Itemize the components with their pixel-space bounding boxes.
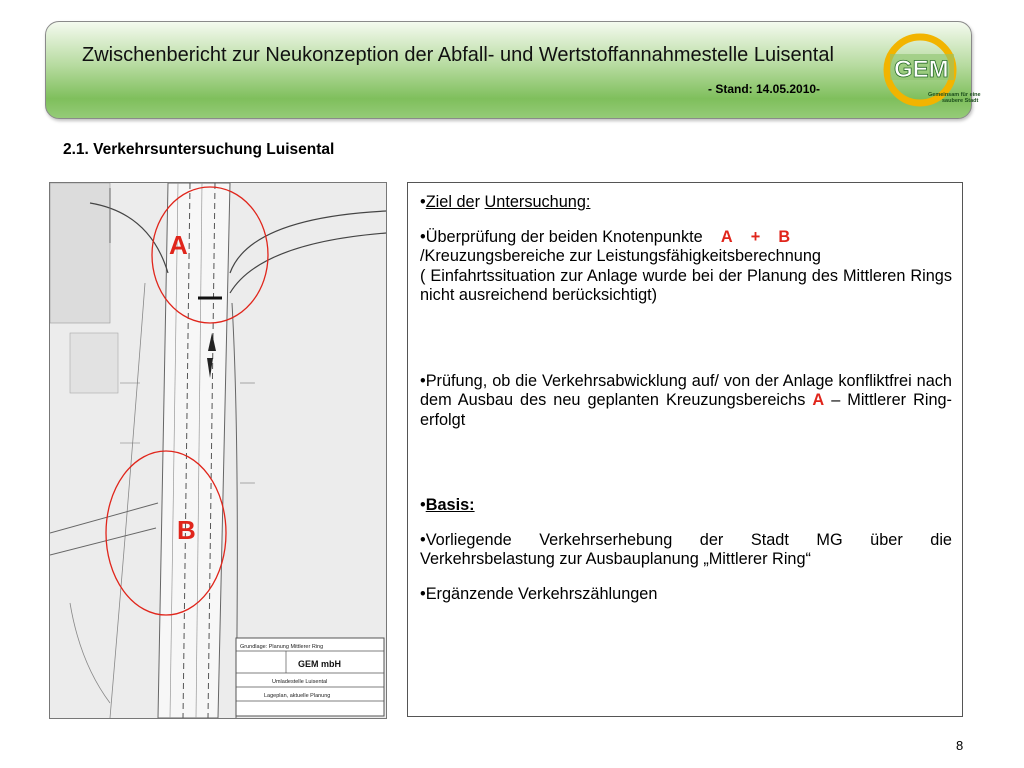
marker-b: B <box>177 515 196 545</box>
section-title: 2.1. Verkehrsuntersuchung Luisental <box>63 141 335 158</box>
logo-tagline: Gemeinsam für eine saubere Stadt <box>928 92 981 104</box>
slide-title: Zwischenbericht zur Neukonzeption der Abfall- und Wertstoffannahmestelle Luisental <box>82 44 834 66</box>
page-number: 8 <box>956 738 964 753</box>
header-banner <box>45 21 981 119</box>
note-einfahrt: ( Einfahrtssituation zur Anlage wurde bei der Planung des Mittleren Rings nicht ausreichend berücksichtigt) <box>420 266 952 304</box>
bullet-verkehrserhebung: •Vorliegende Verkehrserhebung der Stadt MG über die Verkehrsbelastung zur Ausbauplanung „Mittlerer Ring“ <box>420 530 952 568</box>
stand-date: - Stand: 14.05.2010- <box>708 82 821 96</box>
bullet-pruefung: •Prüfung, ob die Verkehrsabwicklung auf/ von der Anlage konfliktfrei nach dem Ausbau des neu geplanten Kreuzungsbereichs A – Mittlerer Ring- erfolgt <box>420 371 952 429</box>
content-box <box>407 182 963 717</box>
marker-a: A <box>169 230 188 260</box>
basis-heading: •Basis: <box>420 496 475 514</box>
ziel-heading: •Ziel der Untersuchung: <box>420 193 591 211</box>
legend-line-2: Umladestelle Luisental <box>272 679 328 685</box>
logo-text: GEM <box>894 56 949 83</box>
site-plan-drawing <box>50 183 386 718</box>
bullet-ueberpruefung: •Überprüfung der beiden Knotenpunkte A + B /Kreuzungsbereiche zur Leistungsfähigkeitsberechnung <box>420 227 821 265</box>
legend-company: GEM mbH <box>298 659 342 669</box>
site-plan-map <box>49 182 387 719</box>
legend-line-1: Grundlage: Planung Mittlerer Ring <box>240 644 324 650</box>
bullet-zaehlungen: •Ergänzende Verkehrszählungen <box>420 584 658 603</box>
legend-line-3: Lageplan, aktuelle Planung <box>264 693 331 699</box>
